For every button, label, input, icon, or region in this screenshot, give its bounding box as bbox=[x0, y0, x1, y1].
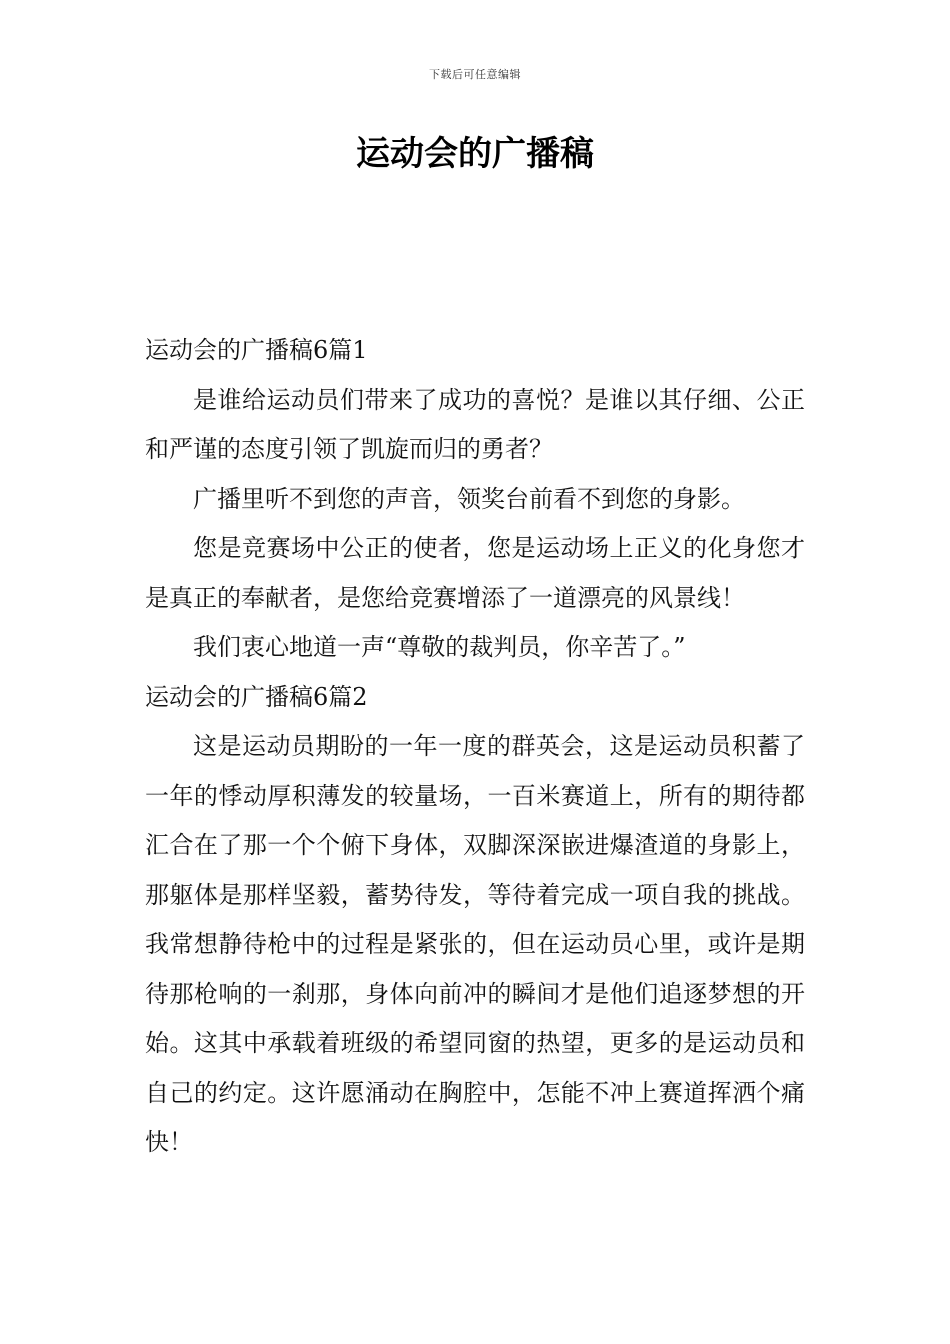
header-note: 下载后可任意编辑 bbox=[429, 68, 521, 81]
section-heading-2: 运动会的广播稿6篇2 bbox=[145, 682, 368, 711]
paragraph: 您是竞赛场中公正的使者，您是运动场上正义的化身您才是真正的奉献者，是您给竞赛增添了一道漂亮的风景线！ bbox=[145, 534, 805, 612]
paragraph: 是谁给运动员们带来了成功的喜悦？是谁以其仔细、公正和严谨的态度引领了凯旋而归的勇者？ bbox=[145, 385, 805, 463]
document-body bbox=[145, 326, 805, 1168]
document-title: 运动会的广播稿 bbox=[356, 134, 594, 174]
paragraph: 这是运动员期盼的一年一度的群英会，这是运动员积蓄了一年的悸动厚积薄发的较量场，一百米赛道上，所有的期待都汇合在了那一个个俯下身体，双脚深深嵌进爆渣道的身影上，那躯体是那样坚毅，蓄势待发，等待着完成一项自我的挑战。我常想静待枪中的过程是紧张的，但在运动员心里，或许是期待那枪响的一刹那，身体向前冲的瞬间才是他们追逐梦想的开始。这其中承载着班级的希望同窗的热望，更多的是运动员和自己的约定。这许愿涌动在胸腔中，怎能不冲上赛道挥洒个痛快！ bbox=[145, 732, 805, 1156]
section-heading-1: 运动会的广播稿6篇1 bbox=[145, 336, 368, 364]
paragraph: 广播里听不到您的声音，领奖台前看不到您的身影。 bbox=[193, 484, 745, 513]
paragraph: 我们衷心地道一声“尊敬的裁判员，你辛苦了。” bbox=[193, 633, 686, 661]
